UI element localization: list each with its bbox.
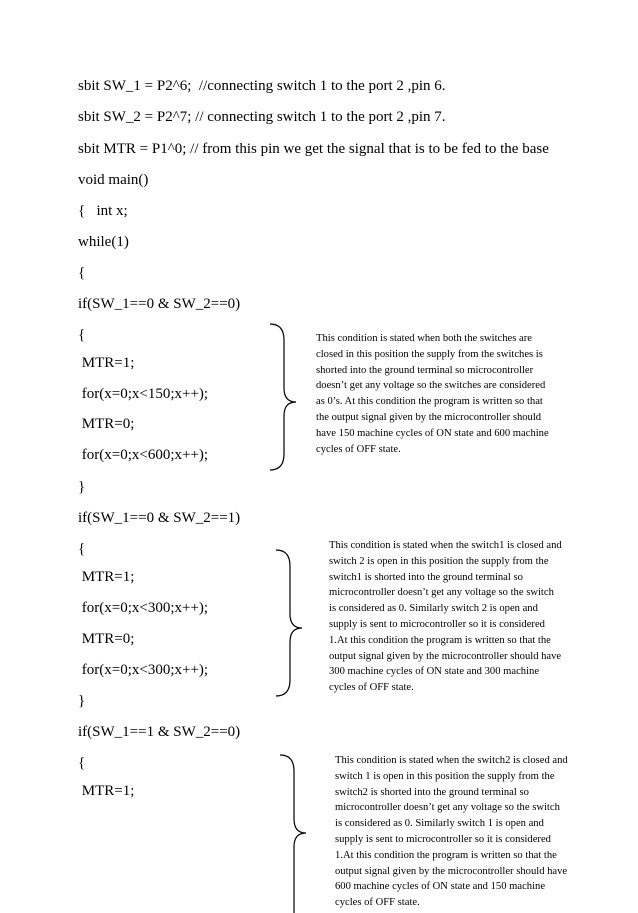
note-line: This condition is stated when the switch1 is closed and [329, 540, 562, 551]
right-brace-2 [274, 548, 314, 698]
code-line: } [78, 693, 86, 709]
code-line: MTR=0; [78, 416, 135, 432]
note-line: 1.At this condition the program is written so that the [335, 849, 557, 861]
right-brace-3 [278, 753, 318, 913]
code-line: for(x=0;x<300;x++); [78, 600, 209, 616]
note-3 [335, 753, 568, 911]
code-line: sbit SW_1 = P2^6; //connecting switch 1 to the port 2 ,pin 6. [78, 78, 446, 94]
note-line: 600 machine cycles of ON state and 150 machine [335, 881, 546, 893]
code-line: for(x=0;x<300;x++); [78, 662, 209, 678]
note-line: This condition is stated when both the switches are [316, 333, 532, 344]
note-line: have 150 machine cycles of ON state and 600 machine [316, 427, 549, 439]
code-line: { [78, 265, 86, 281]
note-line: as 0’s. At this condition the program is written so that [316, 396, 543, 408]
code-line: while(1) [78, 234, 129, 250]
note-line: switch 2 is open in this position the supply from the [329, 555, 549, 567]
code-line: sbit MTR = P1^0; // from this pin we get the signal that is to be fed to the base [78, 141, 549, 157]
note-line: switch1 is shorted into the ground terminal so [329, 571, 523, 583]
note-line: switch2 is shorted into the ground terminal so [335, 786, 529, 798]
code-line: { [78, 327, 86, 343]
note-line: shorted into the ground terminal so microcontroller [316, 364, 534, 376]
note-line: microcontroller doesn’t get any voltage so the switch [335, 802, 560, 814]
right-brace-1 [268, 322, 308, 472]
code-line: { [78, 755, 86, 771]
note-line: is considered as 0. Similarly switch 2 is open and [329, 603, 538, 615]
code-line: { [78, 541, 86, 557]
code-line: for(x=0;x<600;x++); [78, 447, 209, 463]
note-line: switch 1 is open in this position the supply from the [335, 770, 555, 782]
note-line: 1.At this condition the program is written so that the [329, 634, 551, 646]
note-line: 300 machine cycles of ON state and 300 machine [329, 666, 540, 678]
note-line: cycles of OFF state. [335, 897, 420, 909]
note-line: cycles of OFF state. [329, 682, 414, 694]
note-line: output signal given by the microcontroller should have [329, 650, 562, 662]
note-line: the output signal given by the microcontroller should [316, 411, 542, 423]
note-line: is considered as 0. Similarly switch 1 is open and [335, 818, 544, 830]
note-line: closed in this position the supply from the switches is [316, 348, 543, 360]
note-line: supply is sent to microcontroller so it is considered [329, 618, 545, 630]
note-line: output signal given by the microcontroller should have [335, 865, 568, 877]
note-2 [329, 538, 562, 696]
code-line: if(SW_1==1 & SW_2==0) [78, 724, 241, 740]
code-line: MTR=1; [78, 355, 135, 371]
note-line: supply is sent to microcontroller so it is considered [335, 833, 551, 845]
code-line: if(SW_1==0 & SW_2==0) [78, 296, 241, 312]
note-line: microcontroller doesn’t get any voltage so the switch [329, 587, 554, 599]
note-1 [316, 331, 549, 457]
code-line: if(SW_1==0 & SW_2==1) [78, 510, 241, 526]
code-line: } [78, 479, 86, 495]
code-line: sbit SW_2 = P2^7; // connecting switch 1 to the port 2 ,pin 7. [78, 109, 446, 125]
note-line: This condition is stated when the switch2 is closed and [335, 755, 568, 766]
code-line: void main() [78, 172, 149, 188]
code-line: MTR=1; [78, 783, 135, 799]
code-line: MTR=0; [78, 631, 135, 647]
note-line: cycles of OFF state. [316, 443, 401, 455]
note-line: doesn’t get any voltage so the switches are considered [316, 380, 546, 392]
code-line: for(x=0;x<150;x++); [78, 386, 209, 402]
code-line: MTR=1; [78, 569, 135, 585]
code-line: { int x; [78, 203, 128, 219]
